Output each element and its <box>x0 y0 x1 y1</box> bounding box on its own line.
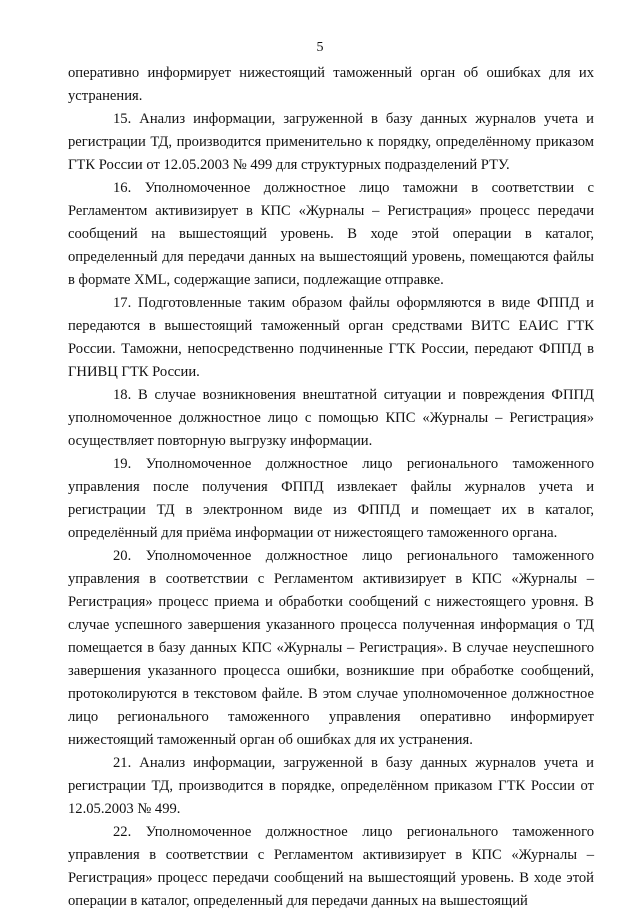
document-body <box>68 62 594 913</box>
paragraph-continuation: оперативно информирует нижестоящий таможенный орган об ошибках для их устранения. <box>68 65 594 104</box>
paragraph-17: 17. Подготовленные таким образом файлы оформляются в виде ФППД и передаются в вышестоящий таможенный орган средствами ВИТС ЕАИС ГТК России. Таможни, непосредственно подчиненные ГТК России, передают ФППД в ГНИВЦ ГТК России. <box>68 295 594 380</box>
page-number: 5 <box>316 40 324 55</box>
paragraph-22: 22. Уполномоченное должностное лицо регионального таможенного управления в соответствии с Регламентом активизирует в КПС «Журналы – Регистрация» процесс передачи сообщений на вышестоящий уровень. В ходе этой операции в каталог, определенный для передачи данных на вышестоящий <box>68 824 594 909</box>
paragraph-16: 16. Уполномоченное должностное лицо таможни в соответствии с Регламентом активизирует в КПС «Журналы – Регистрация» процесс передачи сообщений на вышестоящий уровень. В ходе этой операции в каталог, определенный для передачи данных на вышестоящий уровень, помещаются файлы в формате XML, содержащие записи, подлежащие отправке. <box>68 180 594 288</box>
paragraph-18: 18. В случае возникновения внештатной ситуации и повреждения ФППД уполномоченное должностное лицо с помощью КПС «Журналы – Регистрация» осуществляет повторную выгрузку информации. <box>68 387 594 449</box>
paragraph-20: 20. Уполномоченное должностное лицо регионального таможенного управления в соответствии с Регламентом активизирует в КПС «Журналы – Регистрация» процесс приема и обработки сообщений с нижестоящего уровня. В случае успешного завершения указанного процесса полученная информация о ТД помещается в базу данных КПС «Журналы – Регистрация». В случае неуспешного завершения указанного процесса ошибки, возникшие при обработке сообщений, протоколируются в текстовом файле. В этом случае уполномоченное должностное лицо регионального таможенного управления оперативно информирует нижестоящий таможенный орган об ошибках для их устранения. <box>68 548 594 748</box>
paragraph-19: 19. Уполномоченное должностное лицо регионального таможенного управления после получения ФППД извлекает файлы журналов учета и регистрации ТД в электронном виде из ФППД и помещает их в каталог, определённый для приёма информации от нижестоящего таможенного органа. <box>68 456 594 541</box>
paragraph-15: 15. Анализ информации, загруженной в базу данных журналов учета и регистрации ТД, производится применительно к порядку, определённому приказом ГТК России от 12.05.2003 № 499 для структурных подразделений РТУ. <box>68 111 594 173</box>
paragraph-21: 21. Анализ информации, загруженной в базу данных журналов учета и регистрации ТД, производится в порядке, определённом приказом ГТК России от 12.05.2003 № 499. <box>68 755 594 817</box>
